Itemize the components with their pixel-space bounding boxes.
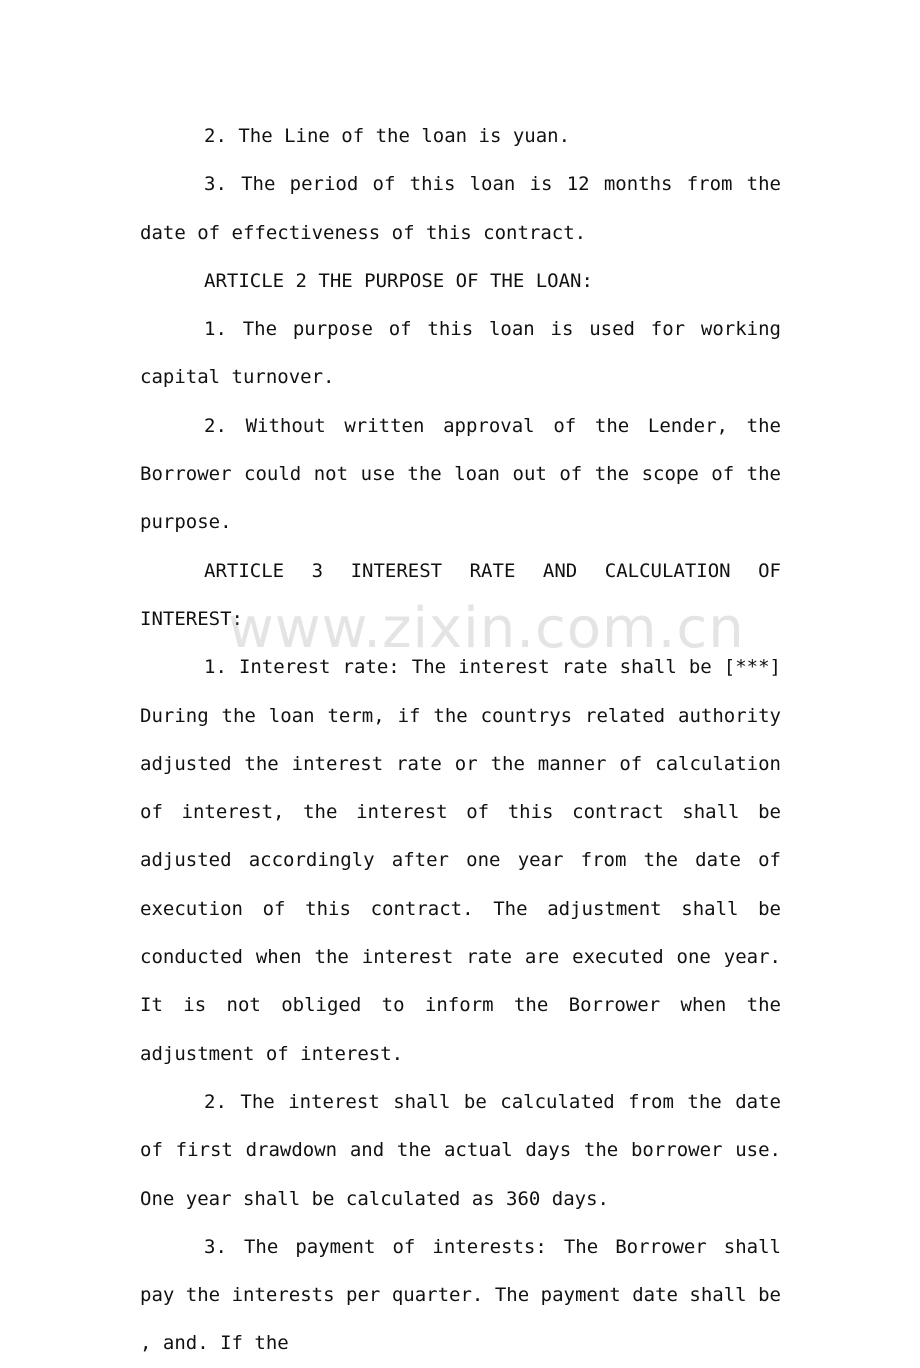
paragraph-purpose: 1. The purpose of this loan is used for working capital turnover. (140, 318, 781, 389)
paragraph-interest-payment: 3. The payment of interests: The Borrower shall pay the interests per quarter. The payment date shall be , and. If the (140, 1235, 781, 1355)
watermark: www.zixin.com.cn (228, 596, 745, 661)
article-3-heading: ARTICLE 3 INTEREST RATE AND CALCULATION OF INTEREST: (140, 559, 781, 630)
paragraph-loan-line: 2. The Line of the loan is yuan. (204, 125, 571, 147)
paragraph-interest-rate: 1. Interest rate: The interest rate shall be [***] During the loan term, if the countrys related authority adjusted the interest rate or the manner of calculation of interest, the interest of this contract shall be adjusted accordingly after one year from the date of execution of this contract. The adjustment shall be conducted when the interest rate are executed one year. It is not obliged to inform the Borrower when the adjustment of interest. (140, 656, 781, 1065)
document-body (140, 112, 781, 1368)
paragraph-interest-calculation: 2. The interest shall be calculated from the date of first drawdown and the actual days the borrower use. One year shall be calculated as 360 days. (140, 1090, 781, 1210)
paragraph-approval: 2. Without written approval of the Lender, the Borrower could not use the loan out of the scope of the purpose. (140, 414, 781, 534)
article-2-heading: ARTICLE 2 THE PURPOSE OF THE LOAN: (204, 269, 593, 292)
paragraph-loan-period: 3. The period of this loan is 12 months from the date of effectiveness of this contract. (140, 173, 781, 244)
